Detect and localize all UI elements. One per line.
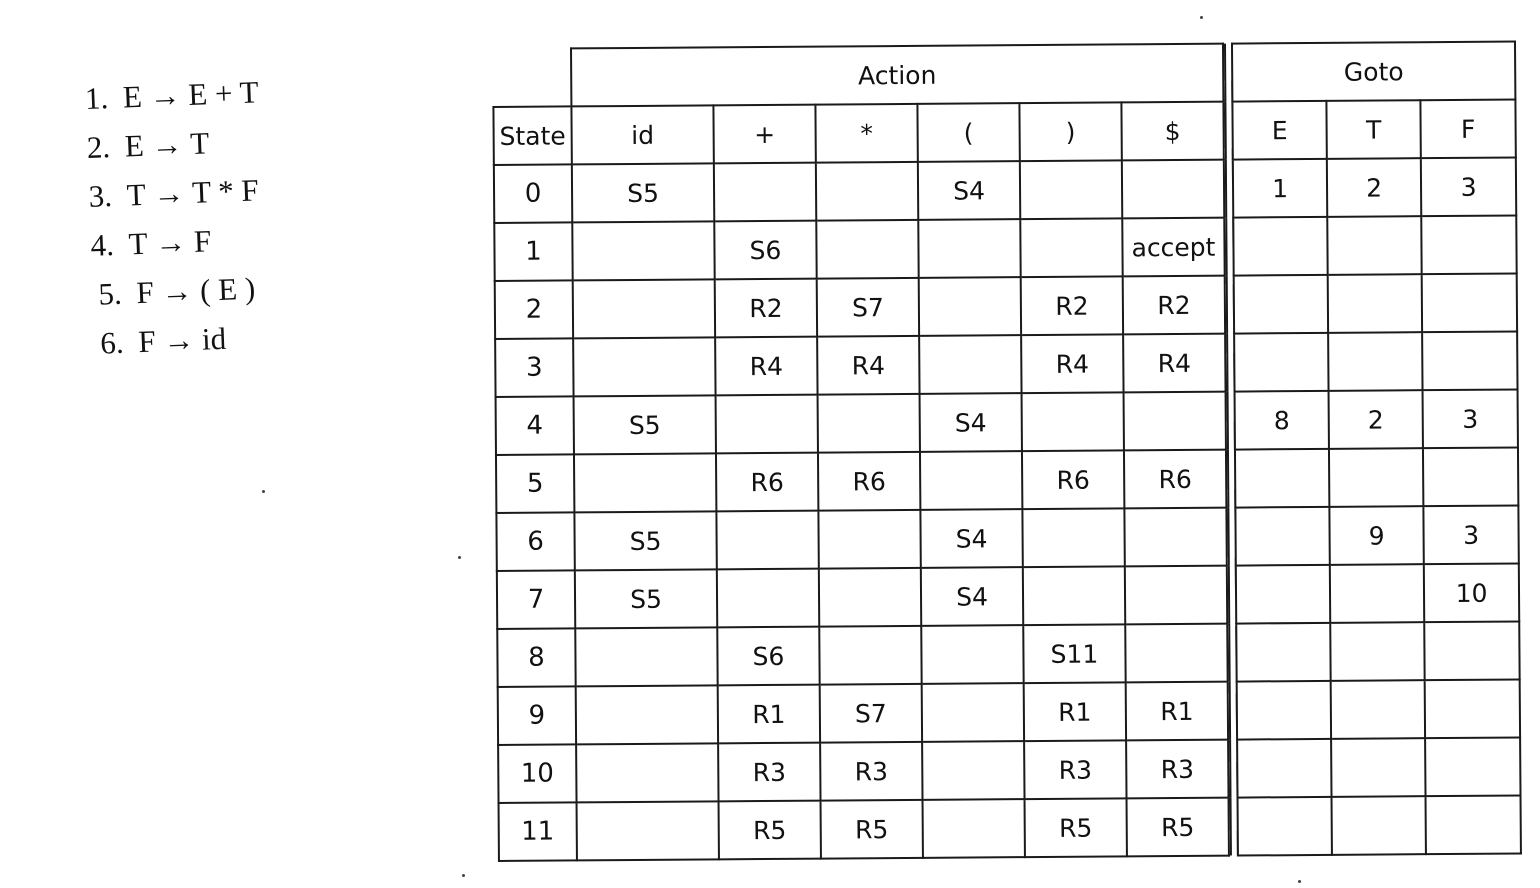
action-cell	[1125, 624, 1227, 683]
column-separator	[1226, 392, 1235, 450]
action-cell: R4	[1021, 334, 1123, 393]
action-cell	[573, 279, 715, 338]
rule-lhs: E	[122, 78, 143, 115]
goto-cell: 1	[1233, 159, 1327, 218]
column-separator	[1225, 276, 1234, 334]
table-row	[497, 563, 1519, 628]
table-row	[498, 737, 1520, 802]
goto-cell	[1235, 449, 1329, 508]
rule-rhs: F	[193, 223, 212, 259]
action-cell	[1022, 508, 1124, 567]
action-cell: R3	[1024, 740, 1126, 799]
goto-column-header: F	[1420, 99, 1515, 158]
rule-rhs: E + T	[187, 74, 260, 112]
state-cell: 8	[497, 628, 575, 687]
goto-cell	[1330, 564, 1424, 623]
goto-cell	[1236, 623, 1330, 682]
column-separator	[1227, 624, 1236, 682]
action-column-header: (	[917, 103, 1019, 162]
state-cell: 1	[494, 222, 572, 281]
goto-cell	[1331, 680, 1425, 739]
action-cell: R4	[1123, 334, 1225, 393]
action-cell	[576, 685, 718, 744]
action-cell: S5	[574, 511, 716, 570]
rule-lhs: T	[126, 176, 147, 213]
goto-cell	[1328, 332, 1422, 391]
action-cell	[714, 163, 816, 222]
action-cell: S4	[921, 567, 1023, 626]
action-cell	[1125, 566, 1227, 625]
goto-cell: 2	[1329, 390, 1423, 449]
state-cell: 9	[498, 686, 576, 745]
action-cell	[923, 799, 1025, 858]
rule-lhs: F	[137, 323, 157, 360]
action-column-header: id	[571, 105, 713, 164]
goto-cell: 8	[1235, 391, 1329, 450]
action-cell: R3	[1126, 740, 1228, 799]
goto-cell: 10	[1424, 563, 1519, 622]
table-row	[495, 331, 1517, 396]
goto-cell	[1238, 797, 1332, 856]
action-cell: R6	[818, 452, 920, 511]
column-separator	[1223, 44, 1232, 102]
action-column-header: *	[815, 104, 917, 163]
action-cell	[816, 162, 918, 221]
goto-cell	[1332, 796, 1426, 855]
goto-column-header: T	[1326, 100, 1420, 159]
action-cell: R4	[715, 337, 817, 396]
action-cell: R3	[718, 743, 820, 802]
action-cell: S6	[714, 221, 816, 280]
action-cell	[575, 627, 717, 686]
parse-table	[492, 40, 1522, 861]
state-cell: 5	[496, 454, 574, 513]
action-cell	[574, 453, 716, 512]
action-cell	[1020, 218, 1122, 277]
action-cell	[573, 337, 715, 396]
column-separator	[1224, 160, 1233, 218]
rule-number: 4.	[89, 226, 115, 263]
column-separator	[1227, 566, 1236, 624]
table-row	[496, 447, 1518, 512]
goto-cell	[1237, 681, 1331, 740]
action-cell: R1	[718, 685, 820, 744]
action-cell: R6	[1022, 450, 1124, 509]
action-cell: R3	[820, 742, 922, 801]
column-separator	[1229, 798, 1238, 856]
scan-speck	[262, 490, 265, 493]
goto-cell	[1328, 274, 1422, 333]
goto-cell	[1424, 621, 1519, 680]
state-cell: 7	[497, 570, 575, 629]
action-cell: R5	[1025, 798, 1127, 857]
column-separator	[1224, 218, 1233, 276]
corner-cell	[493, 48, 571, 107]
rule-rhs: id	[201, 320, 227, 357]
rule-rhs: ( E )	[199, 270, 256, 308]
grammar-rules	[84, 61, 425, 367]
rule-number: 1.	[84, 80, 109, 116]
rule-number: 5.	[97, 275, 123, 312]
goto-cell: 3	[1423, 389, 1518, 448]
action-cell: S5	[572, 163, 714, 222]
state-cell: 6	[496, 512, 574, 571]
action-column-header: $	[1121, 102, 1223, 161]
action-cell: R6	[716, 453, 818, 512]
table-row	[494, 215, 1516, 280]
goto-cell	[1235, 507, 1329, 566]
action-cell: S5	[575, 569, 717, 628]
action-cell	[1124, 508, 1226, 567]
goto-cell: 2	[1327, 158, 1421, 217]
action-cell: S4	[920, 393, 1022, 452]
goto-cell	[1421, 215, 1516, 274]
table-row	[496, 389, 1518, 454]
action-column-header: +	[713, 105, 815, 164]
action-cell	[717, 569, 819, 628]
action-cell: R5	[719, 801, 821, 860]
scan-speck	[462, 874, 465, 877]
rule-lhs: E	[124, 127, 145, 164]
action-header: Action	[571, 44, 1223, 107]
column-separator	[1225, 334, 1234, 392]
action-cell	[819, 626, 921, 685]
goto-cell	[1423, 447, 1518, 506]
action-cell	[1020, 160, 1122, 219]
parse-table-container	[492, 40, 1526, 874]
action-cell: R1	[1024, 682, 1126, 741]
rule-number: 3.	[88, 178, 113, 214]
scan-speck	[458, 556, 461, 559]
action-cell: S4	[918, 161, 1020, 220]
goto-cell: 3	[1423, 505, 1518, 564]
action-cell: S4	[920, 509, 1022, 568]
action-cell: R6	[1124, 450, 1226, 509]
arrow-icon: →	[150, 126, 184, 163]
goto-cell	[1234, 275, 1328, 334]
action-cell: R4	[817, 336, 919, 395]
goto-cell	[1426, 795, 1521, 854]
column-separator	[1223, 102, 1232, 160]
goto-header: Goto	[1232, 42, 1515, 102]
action-cell	[572, 221, 714, 280]
action-cell	[716, 395, 818, 454]
action-cell: S5	[574, 395, 716, 454]
column-separator	[1228, 740, 1237, 798]
table-row	[494, 157, 1516, 222]
state-cell: 0	[494, 164, 572, 223]
action-cell	[716, 511, 818, 570]
goto-cell	[1327, 216, 1421, 275]
action-cell	[818, 510, 920, 569]
goto-cell	[1330, 622, 1424, 681]
goto-cell	[1425, 737, 1520, 796]
state-cell: 11	[499, 802, 577, 861]
goto-cell	[1331, 738, 1425, 797]
goto-cell	[1234, 333, 1328, 392]
arrow-icon: →	[148, 77, 182, 114]
action-cell	[819, 568, 921, 627]
goto-cell	[1422, 331, 1517, 390]
action-cell: R5	[1127, 798, 1229, 857]
column-separator	[1228, 682, 1237, 740]
rule-rhs: T	[189, 125, 210, 161]
scan-speck	[1200, 16, 1203, 19]
table-row	[498, 679, 1520, 744]
table-row	[497, 621, 1519, 686]
state-cell: 10	[498, 744, 576, 803]
action-cell: accept	[1122, 218, 1224, 277]
action-cell	[919, 335, 1021, 394]
action-cell: S6	[717, 627, 819, 686]
goto-cell	[1237, 739, 1331, 798]
arrow-icon: →	[154, 224, 187, 261]
arrow-icon: →	[162, 321, 195, 359]
state-cell: 2	[495, 280, 573, 339]
action-cell	[1023, 566, 1125, 625]
state-cell: 4	[496, 396, 574, 455]
table-row	[495, 273, 1517, 338]
rule-rhs: T * F	[191, 172, 260, 210]
column-separator	[1226, 450, 1235, 508]
action-cell: S7	[817, 278, 919, 337]
state-header: State	[493, 106, 571, 165]
action-cell: R2	[1123, 276, 1225, 335]
action-cell: S11	[1023, 624, 1125, 683]
goto-cell	[1329, 448, 1423, 507]
action-cell	[922, 683, 1024, 742]
action-cell	[577, 801, 719, 860]
action-cell: R2	[715, 279, 817, 338]
action-cell	[1124, 392, 1226, 451]
goto-cell	[1236, 565, 1330, 624]
action-cell: R1	[1126, 682, 1228, 741]
arrow-icon: →	[152, 175, 185, 212]
action-cell	[918, 219, 1020, 278]
action-cell: S7	[820, 684, 922, 743]
action-cell	[816, 220, 918, 279]
action-cell: R5	[821, 800, 923, 859]
rule-lhs: F	[135, 274, 155, 311]
action-cell	[576, 743, 718, 802]
action-cell	[1022, 392, 1124, 451]
arrow-icon: →	[160, 273, 194, 310]
table-row	[496, 505, 1518, 570]
scan-speck	[1298, 880, 1301, 883]
action-column-header: )	[1019, 102, 1121, 161]
state-cell: 3	[495, 338, 573, 397]
goto-cell	[1425, 679, 1520, 738]
rule-number: 6.	[99, 324, 125, 361]
action-cell	[1122, 160, 1224, 219]
action-cell	[922, 741, 1024, 800]
goto-cell	[1233, 217, 1327, 276]
parse-table-body	[494, 157, 1521, 860]
action-cell	[920, 451, 1022, 510]
goto-cell: 9	[1329, 506, 1423, 565]
rule-lhs: T	[127, 225, 149, 262]
rule-number: 2.	[86, 129, 111, 165]
goto-cell	[1422, 273, 1517, 332]
action-cell	[919, 277, 1021, 336]
column-separator	[1226, 508, 1235, 566]
table-row	[499, 795, 1521, 860]
action-cell: R2	[1021, 276, 1123, 335]
goto-column-header: E	[1232, 101, 1326, 160]
action-cell	[921, 625, 1023, 684]
goto-cell: 3	[1421, 157, 1516, 216]
action-cell	[818, 394, 920, 453]
